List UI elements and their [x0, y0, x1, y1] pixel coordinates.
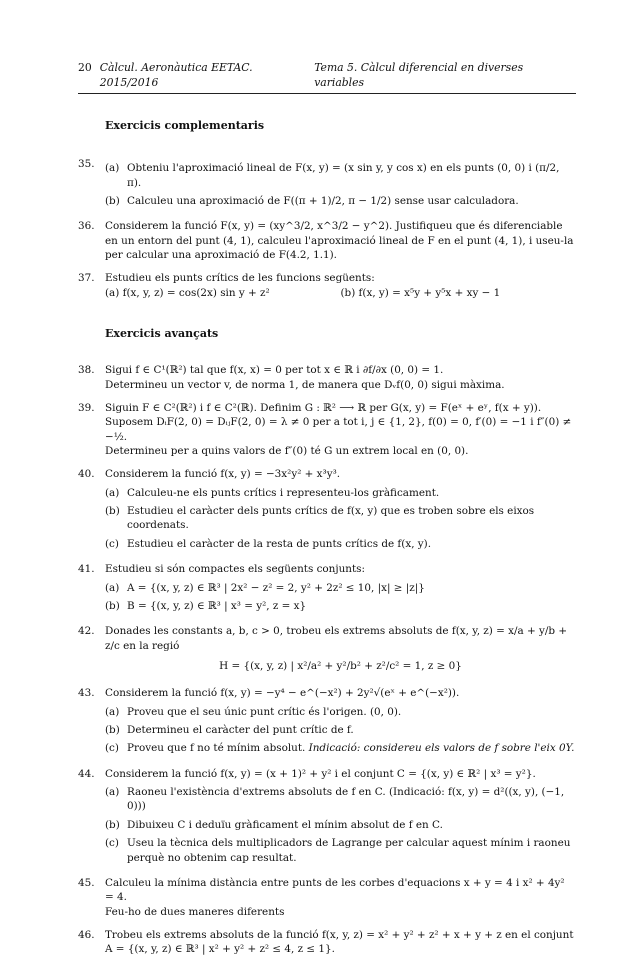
item-label: (b)	[105, 194, 120, 207]
exercise-number: 40.	[78, 468, 95, 481]
exercise-43	[78, 686, 576, 757]
exercise-text: Considerem la funció f(x, y) = (x + 1)² + y² i el conjunt C = {(x, y) ∈ ℝ² | x³ = y²}.	[105, 767, 536, 780]
exercise-number: 45.	[78, 876, 95, 889]
display-equation: H = {(x, y, z) | x²/a² + y²/b² + z²/c² = 1, z ≥ 0}	[219, 659, 462, 672]
item-label: (b)	[105, 818, 120, 831]
item-text: Dibuixeu C i deduïu gràficament el mínim absolut de f en C.	[127, 818, 443, 831]
header-left: Càlcul. Aeronàutica EETAC. 2015/2016	[99, 61, 253, 90]
item-text: B = {(x, y, z) ∈ ℝ³ | x³ = y², z = x}	[127, 599, 307, 612]
item-label: (b)	[105, 505, 120, 518]
item-label: (a)	[105, 581, 120, 594]
exercise-42	[78, 624, 576, 677]
exercise-39	[78, 401, 576, 458]
item-label: (a)	[105, 486, 120, 499]
item-label: (c)	[105, 837, 119, 850]
item-label: (b)	[105, 599, 120, 612]
exercise-line: Determineu per a quins valors de f″(0) té G un extrem local en (0, 0).	[105, 445, 469, 458]
page-number: 20	[78, 61, 92, 75]
exercise-line: Suposem DᵢF(2, 0) = DᵢⱼF(2, 0) = λ ≠ 0 per a tot i, j ∈ {1, 2}, f(0) = 0, f′(0) = −1 i f″(0) ≠ −½.	[105, 416, 572, 443]
exercise-text: Estudieu si són compactes els següents conjunts:	[105, 563, 365, 576]
exercise-text: Considerem la funció f(x, y) = −3x²y² + x³y³.	[105, 468, 341, 481]
exercise-number: 37.	[78, 272, 95, 285]
exercise-text: Considerem la funció F(x, y) = (xy^3/2, x^3/2 − y^2). Justifiqueu que és diferenciable en un entorn del punt (4, 1), calculeu l'aproximació lineal de F en el punt (4, 1), i useu-la per calcular una aproximació de F(4.2, 1.1).	[105, 220, 574, 261]
exercise-line: Calculeu la mínima distància entre punts de les corbes d'equacions x + y = 4 i x² + 4y² = 4.	[105, 876, 565, 904]
section-title-complementaris: Exercicis complementaris	[105, 119, 265, 132]
exercise-line: Feu-ho de dues maneres diferents	[105, 905, 285, 918]
item-text: Calculeu-ne els punts crítics i representeu-los gràficament.	[127, 486, 440, 499]
exercise-number: 43.	[78, 687, 95, 700]
exercise-40	[78, 467, 576, 553]
item-text: Proveu que el seu únic punt crític és l'origen. (0, 0).	[127, 705, 402, 718]
item-label: (c)	[105, 537, 119, 550]
exercise-text: Estudieu els punts crítics de les funcions següents:	[105, 272, 375, 285]
item-text: Estudieu el caràcter de la resta de punts crítics de f(x, y).	[127, 537, 432, 550]
header-right: Tema 5. Càlcul diferencial en diverses variables	[314, 61, 524, 90]
item-text: Obteniu l'aproximació lineal de F(x, y) = (x sin y, y cos x) en els punts (0, 0) i (π/2, π).	[127, 162, 560, 189]
exercise-38	[78, 363, 576, 392]
exercise-number: 42.	[78, 625, 95, 638]
item-label: (a)	[105, 162, 120, 175]
item-label: (b)	[105, 724, 120, 737]
hint-text: Indicació: considereu els valors de f sobre l'eix 0Y.	[308, 742, 575, 755]
item-text: Proveu que f no té mínim absolut.	[127, 742, 306, 755]
exercise-text: Donades les constants a, b, c > 0, trobeu els extrems absoluts de f(x, y, z) = x/a + y/b + z/c en la regió	[105, 625, 568, 652]
item-text: Useu la tècnica dels multiplicadors de Lagrange per calcular aquest mínim i raoneu perquè no obtenim cap resultat.	[127, 837, 571, 864]
item-text: Raoneu l'existència d'extrems absoluts de f en C. (Indicació: f(x, y) = d²((x, y), (−1, 0)))	[127, 786, 565, 813]
exercise-line: Sigui f ∈ C¹(ℝ²) tal que f(x, x) = 0 per tot x ∈ ℝ i ∂f/∂x (0, 0) = 1.	[105, 364, 444, 377]
exercise-line: Determineu un vector v, de norma 1, de manera que Dᵥf(0, 0) sigui màxima.	[105, 378, 505, 391]
exercise-41	[78, 562, 576, 615]
exercise-number: 38.	[78, 364, 95, 377]
exercise-36	[78, 219, 576, 262]
item-label: (a)	[105, 786, 120, 799]
exercise-text: Considerem la funció f(x, y) = −y⁴ − e^(−x²) + 2y²√(eˣ + e^(−x²)).	[105, 687, 460, 700]
item-text: A = {(x, y, z) ∈ ℝ³ | 2x² − z² = 2, y² + 2z² ≤ 10, |x| ≥ |z|}	[127, 581, 425, 594]
exercise-44	[78, 767, 576, 867]
exercise-text: Trobeu els extrems absoluts de la funció f(x, y, z) = x² + y² + z² + x + y + z en el conjunt A = {(x, y, z) ∈ ℝ³ | x² + y² + z² ≤ 4, z ≤ 1}.	[105, 929, 574, 956]
exercise-number: 39.	[78, 401, 95, 414]
exercise-number: 36.	[78, 220, 95, 233]
exercise-45	[78, 876, 576, 919]
item-text: Estudieu el caràcter dels punts crítics de f(x, y) que es troben sobre els eixos coordenats.	[127, 505, 535, 532]
item-text: Determineu el caràcter del punt crític de f.	[127, 724, 354, 737]
page-content	[78, 118, 576, 966]
exercise-number: 46.	[78, 929, 95, 941]
item-text: Calculeu una aproximació de F((π + 1)/2, π − 1/2) sense usar calculadora.	[127, 194, 519, 207]
exercise-46	[78, 928, 576, 957]
exercise-number: 35.	[78, 158, 95, 171]
section-title-avancats: Exercicis avançats	[105, 327, 219, 341]
exercise-number: 41.	[78, 563, 95, 576]
item-text: (a) f(x, y, z) = cos(2x) sin y + z²	[105, 286, 270, 299]
item-text: (b) f(x, y) = x⁵y + y⁵x + xy − 1	[340, 286, 501, 299]
exercise-35	[78, 157, 576, 210]
item-label: (a)	[105, 705, 120, 718]
exercise-line: Siguin F ∈ C²(ℝ²) i f ∈ C²(ℝ). Definim G : ℝ² ⟶ ℝ per G(x, y) = F(eˣ + eʸ, f(x + y)).	[105, 401, 542, 414]
exercise-number: 44.	[78, 767, 95, 780]
exercise-37	[78, 271, 576, 300]
item-label: (c)	[105, 742, 119, 755]
page-header	[78, 61, 576, 94]
